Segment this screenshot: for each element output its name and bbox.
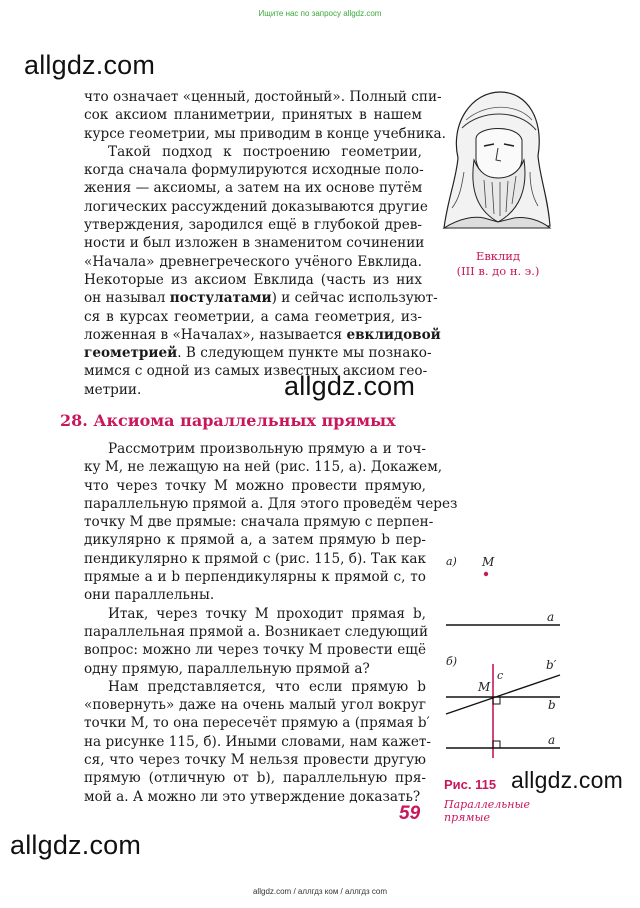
term-postulates: постулатами [169, 290, 272, 307]
euclid-portrait [440, 88, 552, 238]
text-line: прямые a и b перпендикулярны к прямой c, то [84, 569, 426, 586]
euclid-era: (III в. до н. э.) [456, 264, 540, 278]
line-a-label-bottom: a [548, 733, 556, 747]
text-line: «повернуть» даже на очень малый угол вокруг [84, 697, 426, 714]
text-part: он называл [84, 290, 170, 307]
text-part: ложенная в «Началах», называется [84, 326, 347, 343]
figure-caption-sub: Параллельные прямые [444, 798, 530, 824]
text-line: ку M, не лежащую на ней (рис. 115, a). Докажем, [84, 459, 443, 476]
text-line: Нам представляется, что если прямую b [108, 678, 426, 695]
point-m-label-b: M [478, 680, 491, 694]
page-number: 59 [399, 803, 421, 824]
text-line: жения — аксиомы, а затем на их основе путём [84, 180, 423, 197]
line-c-label: c [497, 669, 504, 682]
text-line: они параллельны. [84, 587, 215, 604]
text-part: ) и сейчас используют- [271, 290, 438, 307]
text-line: сок аксиом планиметрии, принятых в нашем [84, 107, 422, 124]
text-line: Рассмотрим произвольную прямую a и точ- [108, 441, 426, 457]
text-line: «Начала» древнегреческого учёного Евклида. [84, 253, 422, 270]
text-line: параллельную прямой a. Для этого проведём через [84, 495, 458, 512]
intro-text [84, 88, 446, 399]
text-line: метрии. [84, 381, 142, 398]
text-line: курсе геометрии, мы приводим в конце учебника. [84, 125, 446, 142]
footer-links: allgdz.com / аллгдз ком / аллгдз com [252, 887, 388, 896]
text-line: ся, что через точку M нельзя провести другую [84, 752, 426, 769]
point-m-label-a: M [482, 555, 495, 569]
text-line: логических рассуждений доказываются другие [84, 198, 428, 215]
text-line: что означает «ценный, достойный». Полный спи- [84, 89, 442, 105]
watermark-top-left: allgdz.com [24, 50, 156, 80]
text-line: прямую (отличную от b), параллельную пря- [84, 770, 426, 787]
figure-115 [440, 548, 570, 758]
text-line: одну прямую, параллельную прямой a? [84, 660, 370, 677]
text-line: точку M две прямые: сначала прямую c перпен- [84, 514, 434, 531]
text-line: мимся с одной из самых известных аксиом гео- [84, 363, 428, 380]
euclid-caption [440, 249, 556, 279]
text-line: Итак, через точку M проходит прямая b, [108, 605, 426, 622]
text-part: . В следующем пункте мы познако- [177, 345, 432, 362]
figure-label-b: б) [446, 655, 458, 668]
section-body [84, 440, 458, 806]
text-line: мой a. А можно ли это утверждение доказать? [84, 788, 421, 805]
text-line: вопрос: можно ли через точку M провести ещё [84, 642, 426, 659]
figure-label-a: а) [446, 555, 457, 568]
text-line: дикулярно к прямой a, а затем прямую b пер- [84, 532, 426, 549]
text-line: параллельная прямой a. Возникает следующий [84, 623, 429, 640]
text-line: ся в курсах геометрии, а сама геометрия, из- [84, 308, 422, 325]
line-b-prime-label: b′ [546, 658, 557, 672]
text-line: точки M, то она пересечёт прямую a (прямая b′ [84, 715, 430, 732]
text-line [84, 344, 432, 362]
text-line: когда сначала формулируются исходные поло- [84, 162, 424, 179]
text-line [84, 326, 441, 344]
watermark-right: allgdz.com [511, 767, 623, 793]
top-banner: Ищите нас по запросу allgdz.com [258, 9, 382, 18]
watermark-bottom-left: allgdz.com [10, 830, 142, 860]
text-line: Такой подход к построению геометрии, [108, 143, 422, 160]
point-m [484, 572, 488, 576]
term-euclidean: евклидовой [346, 326, 441, 343]
text-line: пендикулярно к прямой c (рис. 115, б). Так как [84, 550, 426, 567]
text-line: ности и был изложен в знаменитом сочинении [84, 235, 425, 252]
section-heading: 28. Аксиома параллельных прямых [60, 411, 396, 430]
figure-caption-title: Рис. 115 [444, 777, 497, 792]
text-line [84, 289, 438, 307]
text-line: утверждения, зародился ещё в глубокой древ- [84, 217, 422, 234]
right-angle-mark-a [493, 741, 500, 748]
line-a-label-top: a [547, 610, 555, 624]
watermark-middle: allgdz.com [284, 371, 416, 401]
term-geometry: геометрией [84, 345, 178, 362]
text-line: что через точку M можно провести прямую, [84, 477, 426, 494]
text-line: на рисунке 115, б). Иными словами, нам кажет- [84, 733, 431, 750]
line-b-label: b [548, 698, 556, 712]
euclid-name: Евклид [475, 249, 521, 263]
text-line: Некоторые из аксиом Евклида (часть из них [84, 271, 422, 288]
